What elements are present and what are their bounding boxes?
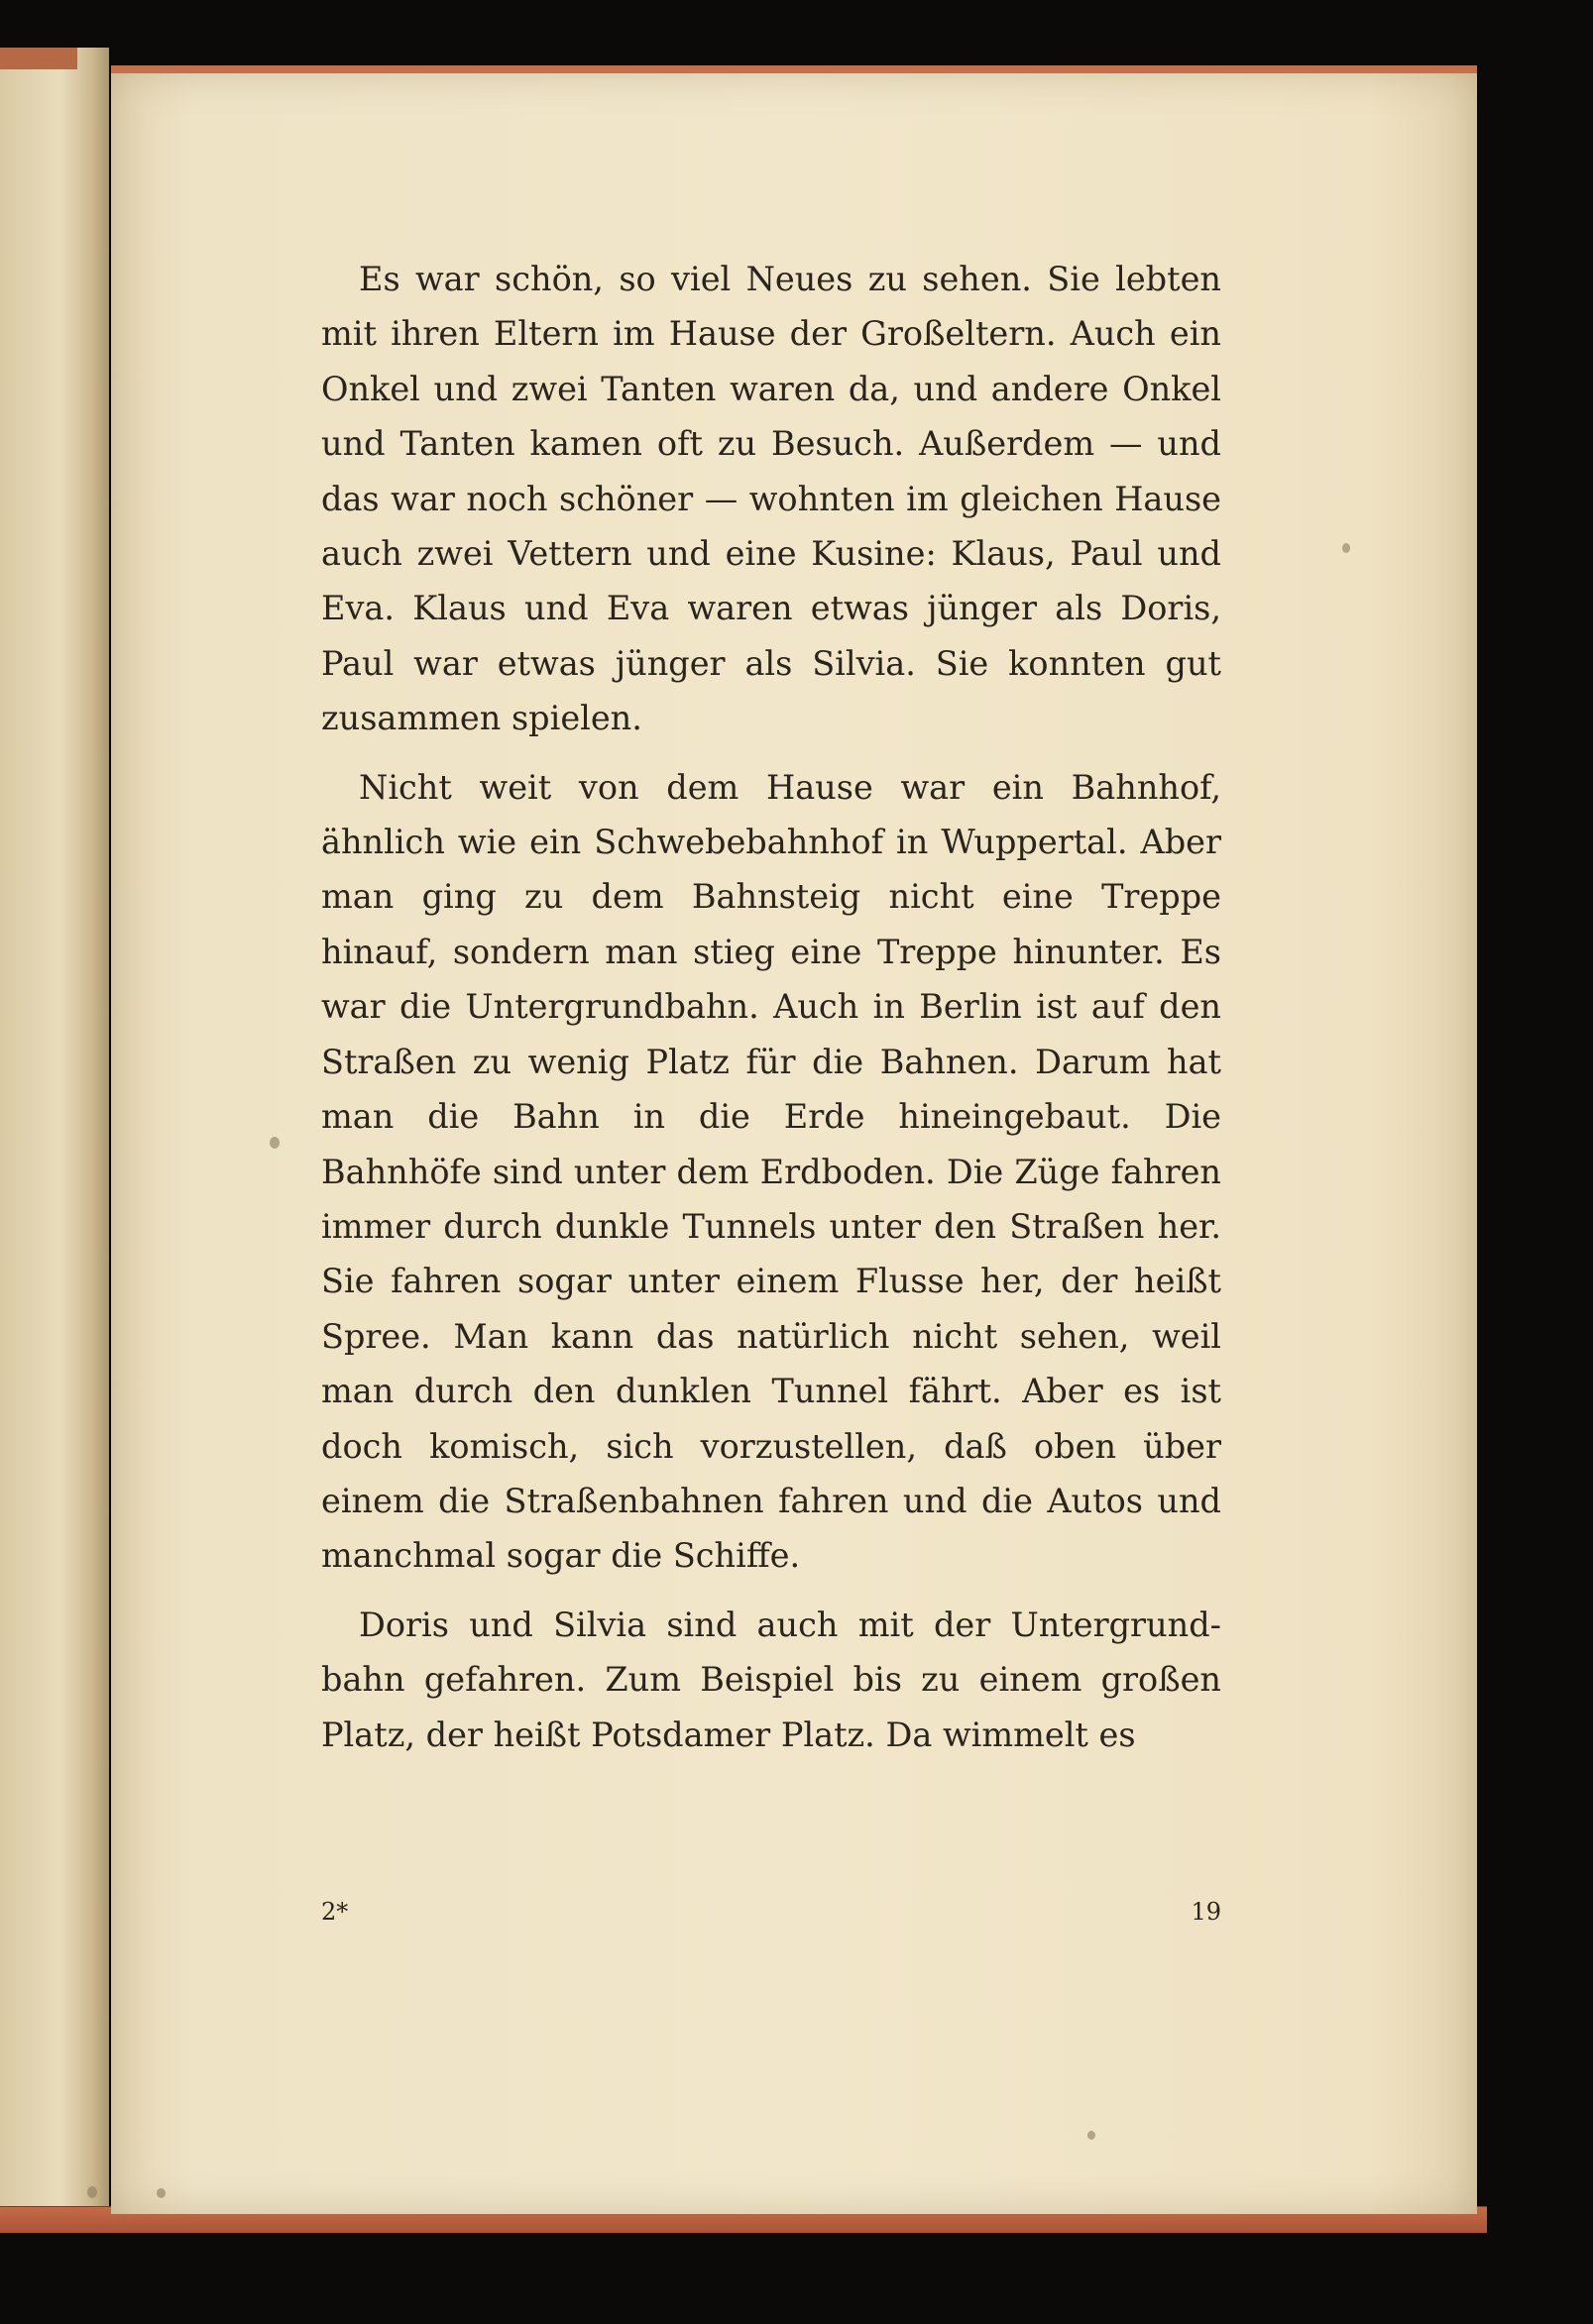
paragraph: Nicht weit von dem Hause war ein Bahnhof, ähnlich wie ein Schwebebahnhof in Wuppertal. Aber man ging zu dem Bahnsteig nicht eine Treppe hinauf, sondern man stieg eine Treppe hinunter. Es war die Untergrundbahn. Auch in Berlin ist auf den Straßen zu wenig Platz für die Bahnen. Darum hat man die Bahn in die Erde hineingebaut. Die Bahnhöfe sind unter dem Erdboden. Die Züge fahren immer durch dunkle Tunnels unter den Straßen her. Sie fahren sogar unter einem Flusse her, der heißt Spree. Man kann das natürlich nicht sehen, weil man durch den dunklen Tunnel fährt. Aber es ist doch komisch, sich vorzustellen, daß oben über einem die Straßenbahnen fahren und die Autos und manchmal sogar die Schiffe. bbox=[321, 767, 1221, 1576]
paper-speck bbox=[270, 1137, 280, 1149]
page-number: 19 bbox=[1191, 1898, 1221, 1926]
paper-speck bbox=[157, 2188, 166, 2198]
left-page-edge bbox=[0, 48, 109, 2218]
binding-stripe bbox=[0, 48, 77, 69]
paper-speck bbox=[87, 2186, 97, 2198]
body-text bbox=[321, 252, 1221, 1762]
signature-mark: 2* bbox=[321, 1898, 349, 1926]
paper-speck bbox=[1087, 2131, 1095, 2140]
paragraph: Es war schön, so viel Neues zu sehen. Sie lebten mit ihren Eltern im Hause der Großeltern. Auch ein Onkel und zwei Tanten waren da, und andere Onkel und Tanten kamen oft zu Besuch. Außerdem — und das war noch schöner — wohnten im gleichen Hause auch zwei Vettern und eine Kusine: Klaus, Paul und Eva. Klaus und Eva waren etwas jünger als Doris, Paul war etwas jünger als Silvia. Sie konnten gut zusammen spielen. bbox=[321, 260, 1221, 738]
paper-speck bbox=[1342, 543, 1350, 553]
paragraph: Doris und Silvia sind auch mit der Untergrundbahn gefahren. Zum Beispiel bis zu einem großen Platz, der heißt Potsdamer Platz. Da wimmelt es bbox=[321, 1605, 1221, 1754]
